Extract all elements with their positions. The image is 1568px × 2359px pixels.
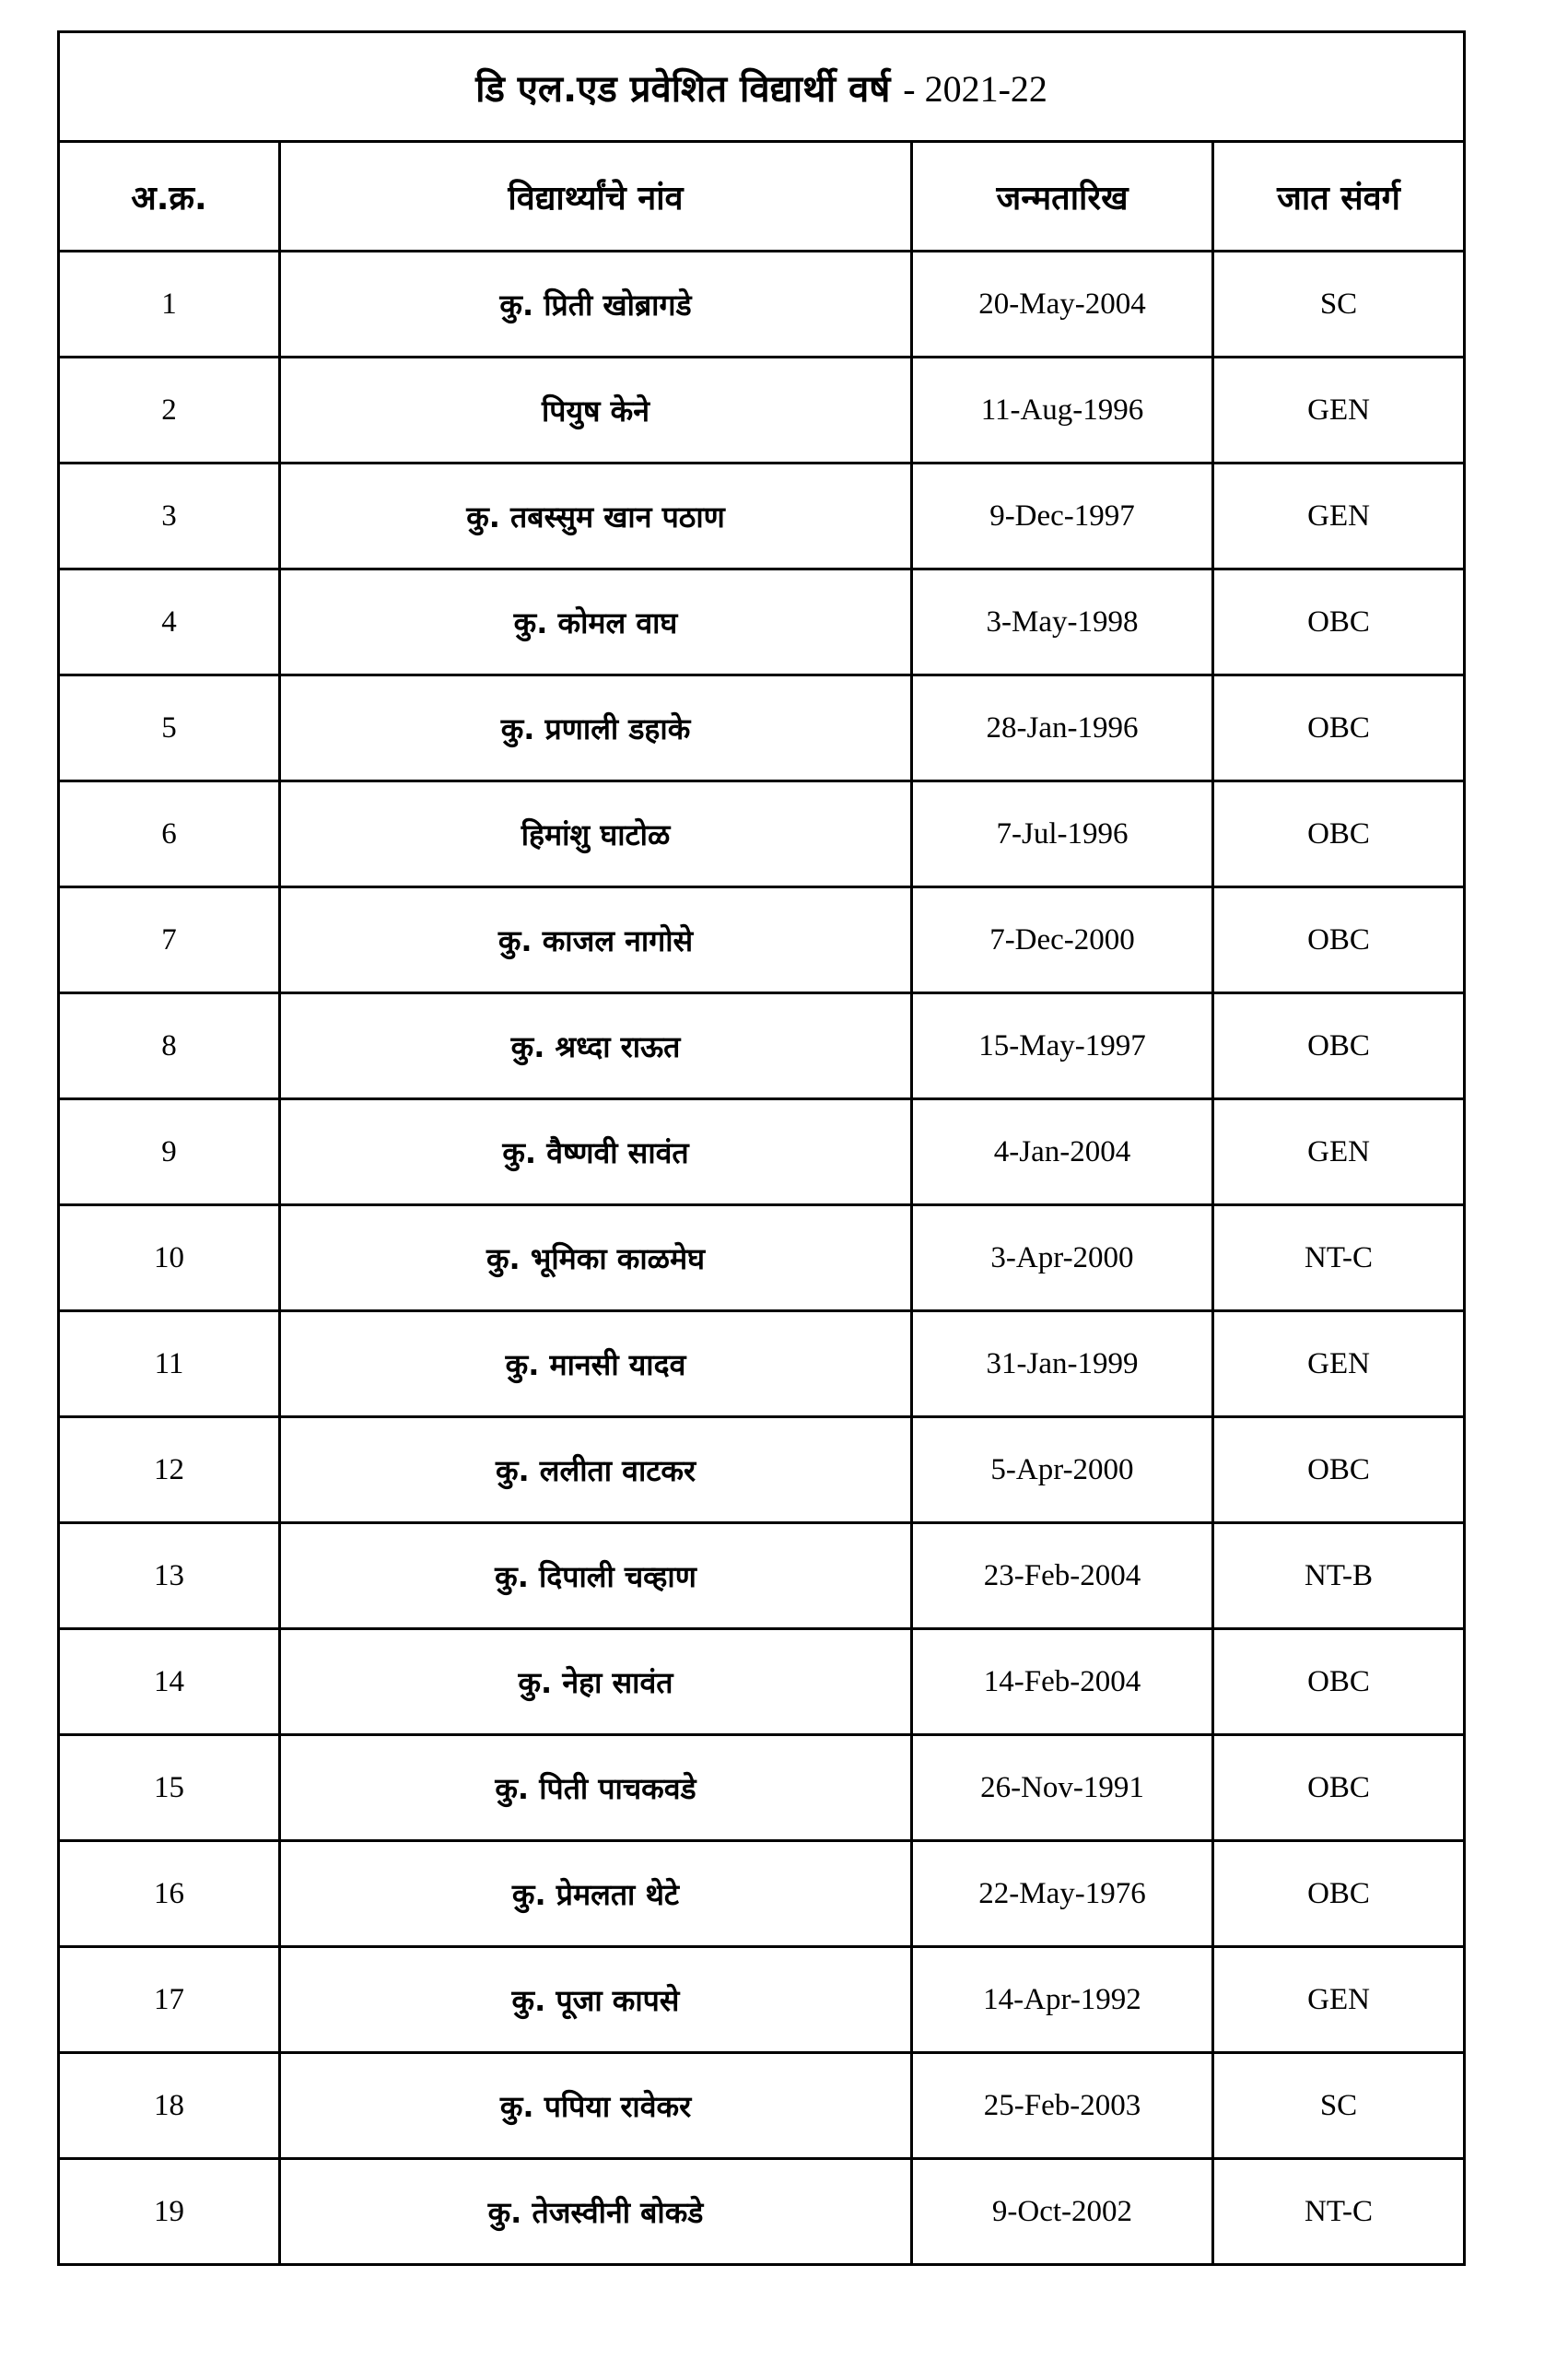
serial-number-cell: 8 <box>59 993 280 1099</box>
date-of-birth-cell: 14-Feb-2004 <box>912 1629 1213 1735</box>
table-row <box>59 675 1465 781</box>
table-row <box>59 1735 1465 1841</box>
date-of-birth-cell: 31-Jan-1999 <box>912 1311 1213 1417</box>
student-name-cell: कु. श्रध्दा राऊत <box>280 993 912 1099</box>
student-name-cell: पियुष केने <box>280 358 912 464</box>
student-name-cell: कु. भूमिका काळमेघ <box>280 1205 912 1311</box>
table-row <box>59 1205 1465 1311</box>
header-caste-category: जात संवर्ग <box>1213 142 1465 252</box>
student-name-cell: कु. कोमल वाघ <box>280 569 912 675</box>
table-row <box>59 1841 1465 1947</box>
student-roster-sheet <box>57 30 1463 2266</box>
serial-number-cell: 16 <box>59 1841 280 1947</box>
date-of-birth-cell: 26-Nov-1991 <box>912 1735 1213 1841</box>
serial-number-cell: 19 <box>59 2159 280 2265</box>
serial-number-cell: 1 <box>59 252 280 358</box>
table-row <box>59 1099 1465 1205</box>
student-name-cell: हिमांशु घाटोळ <box>280 781 912 887</box>
caste-category-cell: GEN <box>1213 1099 1465 1205</box>
table-row <box>59 464 1465 569</box>
table-row <box>59 2053 1465 2159</box>
caste-category-cell: OBC <box>1213 993 1465 1099</box>
student-name-cell: कु. पिती पाचकवडे <box>280 1735 912 1841</box>
caste-category-cell: NT-B <box>1213 1523 1465 1629</box>
table-row <box>59 993 1465 1099</box>
caste-category-cell: GEN <box>1213 464 1465 569</box>
student-name-cell: कु. तबस्सुम खान पठाण <box>280 464 912 569</box>
table-row <box>59 1311 1465 1417</box>
student-name-cell: कु. काजल नागोसे <box>280 887 912 993</box>
caste-category-cell: OBC <box>1213 1841 1465 1947</box>
header-serial-number: अ.क्र. <box>59 142 280 252</box>
header-date-of-birth: जन्मतारिख <box>912 142 1213 252</box>
serial-number-cell: 18 <box>59 2053 280 2159</box>
table-row <box>59 1417 1465 1523</box>
title-text: डि एल.एड प्रवेशित विद्यार्थी वर्ष <box>475 67 891 111</box>
serial-number-cell: 14 <box>59 1629 280 1735</box>
date-of-birth-cell: 28-Jan-1996 <box>912 675 1213 781</box>
table-row <box>59 887 1465 993</box>
table-row <box>59 569 1465 675</box>
serial-number-cell: 17 <box>59 1947 280 2053</box>
date-of-birth-cell: 4-Jan-2004 <box>912 1099 1213 1205</box>
caste-category-cell: OBC <box>1213 1629 1465 1735</box>
table-row <box>59 2159 1465 2265</box>
caste-category-cell: GEN <box>1213 1947 1465 2053</box>
document-title <box>59 32 1465 142</box>
title-row <box>59 32 1465 142</box>
student-name-cell: कु. तेजस्वीनी बोकडे <box>280 2159 912 2265</box>
serial-number-cell: 15 <box>59 1735 280 1841</box>
caste-category-cell: SC <box>1213 252 1465 358</box>
table-row <box>59 1523 1465 1629</box>
date-of-birth-cell: 7-Dec-2000 <box>912 887 1213 993</box>
table-row <box>59 1629 1465 1735</box>
caste-category-cell: OBC <box>1213 1735 1465 1841</box>
serial-number-cell: 10 <box>59 1205 280 1311</box>
title-year: - 2021-22 <box>903 67 1047 110</box>
student-name-cell: कु. दिपाली चव्हाण <box>280 1523 912 1629</box>
student-name-cell: कु. पपिया रावेकर <box>280 2053 912 2159</box>
student-name-cell: कु. मानसी यादव <box>280 1311 912 1417</box>
student-name-cell: कु. नेहा सावंत <box>280 1629 912 1735</box>
caste-category-cell: OBC <box>1213 675 1465 781</box>
serial-number-cell: 13 <box>59 1523 280 1629</box>
serial-number-cell: 9 <box>59 1099 280 1205</box>
date-of-birth-cell: 9-Oct-2002 <box>912 2159 1213 2265</box>
serial-number-cell: 5 <box>59 675 280 781</box>
caste-category-cell: OBC <box>1213 781 1465 887</box>
table-row <box>59 781 1465 887</box>
serial-number-cell: 6 <box>59 781 280 887</box>
date-of-birth-cell: 5-Apr-2000 <box>912 1417 1213 1523</box>
header-student-name: विद्यार्थ्यांचे नांव <box>280 142 912 252</box>
caste-category-cell: GEN <box>1213 358 1465 464</box>
student-name-cell: कु. वैष्णवी सावंत <box>280 1099 912 1205</box>
date-of-birth-cell: 9-Dec-1997 <box>912 464 1213 569</box>
student-roster-table <box>57 30 1466 2266</box>
serial-number-cell: 7 <box>59 887 280 993</box>
serial-number-cell: 12 <box>59 1417 280 1523</box>
caste-category-cell: NT-C <box>1213 2159 1465 2265</box>
date-of-birth-cell: 11-Aug-1996 <box>912 358 1213 464</box>
serial-number-cell: 2 <box>59 358 280 464</box>
table-row <box>59 358 1465 464</box>
date-of-birth-cell: 3-May-1998 <box>912 569 1213 675</box>
date-of-birth-cell: 7-Jul-1996 <box>912 781 1213 887</box>
date-of-birth-cell: 23-Feb-2004 <box>912 1523 1213 1629</box>
date-of-birth-cell: 3-Apr-2000 <box>912 1205 1213 1311</box>
date-of-birth-cell: 14-Apr-1992 <box>912 1947 1213 2053</box>
date-of-birth-cell: 15-May-1997 <box>912 993 1213 1099</box>
student-name-cell: कु. प्रणाली डहाके <box>280 675 912 781</box>
date-of-birth-cell: 20-May-2004 <box>912 252 1213 358</box>
student-name-cell: कु. ललीता वाटकर <box>280 1417 912 1523</box>
caste-category-cell: SC <box>1213 2053 1465 2159</box>
student-name-cell: कु. प्रिती खोब्रागडे <box>280 252 912 358</box>
caste-category-cell: OBC <box>1213 1417 1465 1523</box>
caste-category-cell: NT-C <box>1213 1205 1465 1311</box>
date-of-birth-cell: 22-May-1976 <box>912 1841 1213 1947</box>
serial-number-cell: 3 <box>59 464 280 569</box>
student-name-cell: कु. प्रेमलता थेटे <box>280 1841 912 1947</box>
student-name-cell: कु. पूजा कापसे <box>280 1947 912 2053</box>
serial-number-cell: 11 <box>59 1311 280 1417</box>
header-row <box>59 142 1465 252</box>
caste-category-cell: OBC <box>1213 569 1465 675</box>
table-row <box>59 252 1465 358</box>
date-of-birth-cell: 25-Feb-2003 <box>912 2053 1213 2159</box>
caste-category-cell: GEN <box>1213 1311 1465 1417</box>
table-row <box>59 1947 1465 2053</box>
serial-number-cell: 4 <box>59 569 280 675</box>
caste-category-cell: OBC <box>1213 887 1465 993</box>
